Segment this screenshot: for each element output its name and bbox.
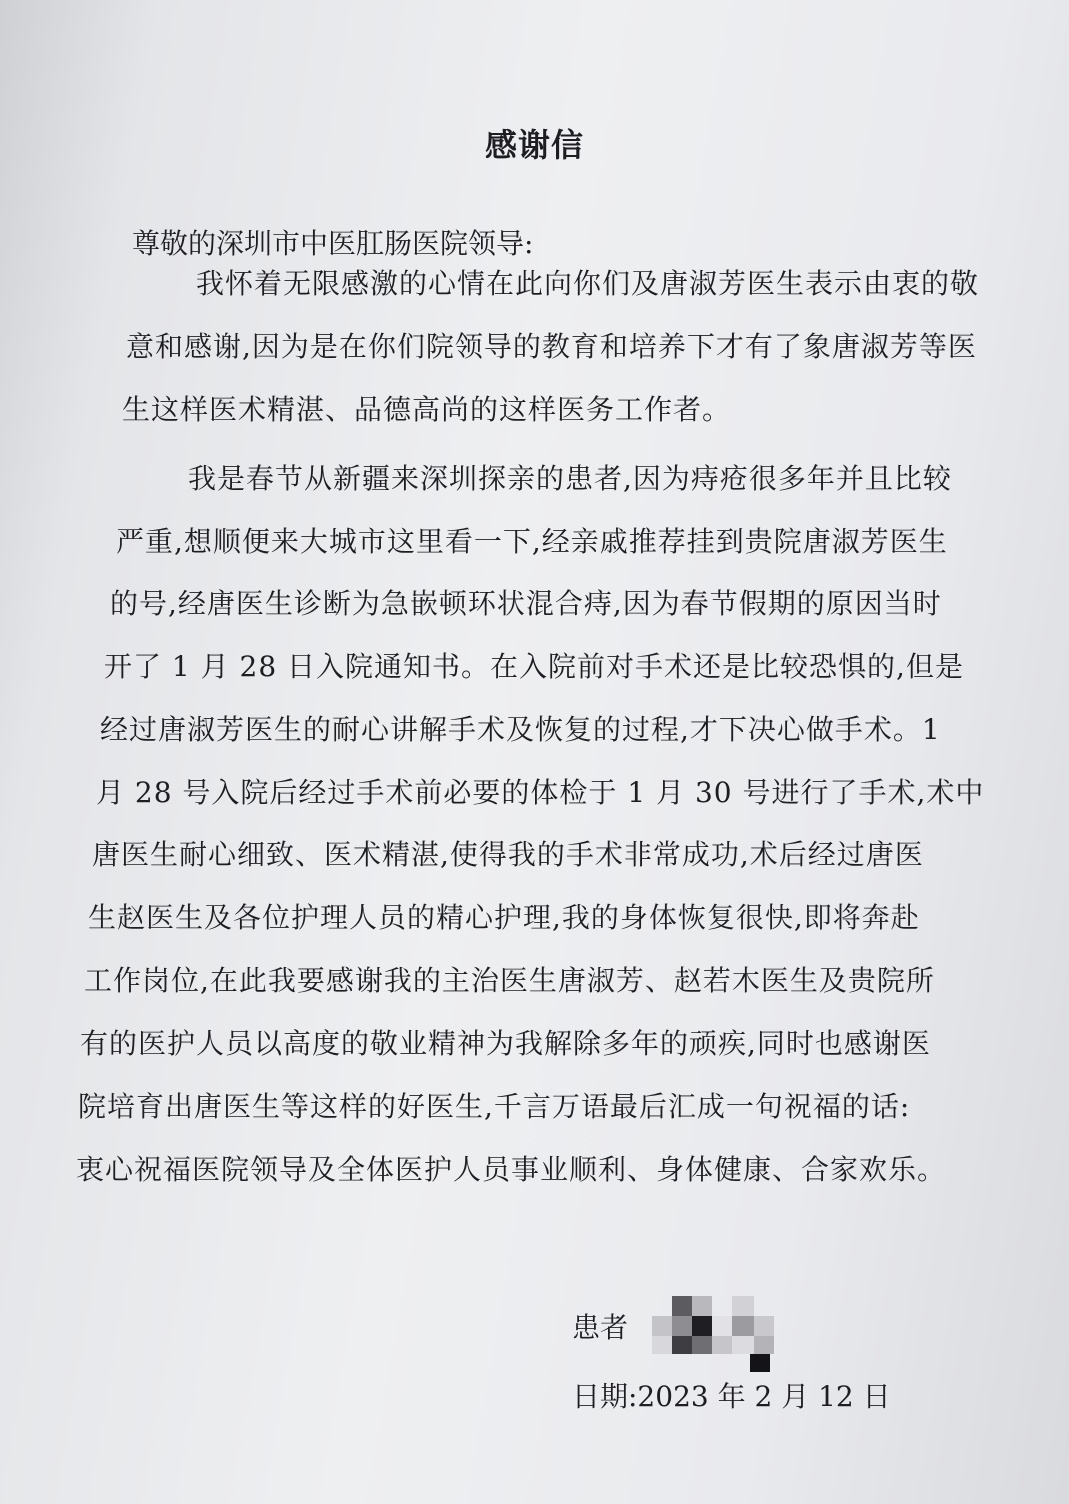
body-line: 的号,经唐医生诊断为急嵌顿环状混合痔,因为春节假期的原因当时	[110, 587, 942, 620]
body-line: 我是春节从新疆来深圳探亲的患者,因为痔疮很多年并且比较	[188, 462, 952, 495]
body-line: 衷心祝福医院领导及全体医护人员事业顺利、身体健康、合家欢乐。	[76, 1153, 947, 1186]
body-line: 有的医护人员以高度的敬业精神为我解除多年的顽疾,同时也感谢医	[80, 1027, 931, 1060]
body-line: 月 28 号入院后经过手术前必要的体检于 1 月 30 号进行了手术,术中	[96, 776, 985, 809]
body-line: 我怀着无限感激的心情在此向你们及唐淑芳医生表示由衷的敬	[196, 267, 980, 300]
body-line: 经过唐淑芳医生的耐心讲解手术及恢复的过程,才下决心做手术。1	[100, 713, 941, 746]
body-line: 工作岗位,在此我要感谢我的主治医生唐淑芳、赵若木医生及贵院所	[84, 964, 935, 997]
body-line: 生这样医术精湛、品德高尚的这样医务工作者。	[122, 393, 732, 426]
body-line: 唐医生耐心细致、医术精湛,使得我的手术非常成功,术后经过唐医	[92, 838, 924, 871]
letter-date: 日期:2023 年 2 月 12 日	[572, 1380, 891, 1413]
signature-label: 患者	[572, 1311, 629, 1344]
body-line: 开了 1 月 28 日入院通知书。在入院前对手术还是比较恐惧的,但是	[104, 650, 964, 683]
body-line: 意和感谢,因为是在你们院领导的教育和培养下才有了象唐淑芳等医	[126, 330, 977, 363]
body-line: 严重,想顺便来大城市这里看一下,经亲戚推荐挂到贵院唐淑芳医生	[116, 525, 948, 558]
letter-title: 感谢信	[484, 126, 584, 164]
pixelated-name-mosaic	[652, 1296, 776, 1376]
body-line: 院培育出唐医生等这样的好医生,千言万语最后汇成一句祝福的话:	[78, 1090, 911, 1123]
body-line: 生赵医生及各位护理人员的精心护理,我的身体恢复很快,即将奔赴	[88, 901, 920, 934]
letter-salutation: 尊敬的深圳市中医肛肠医院领导:	[132, 227, 534, 260]
